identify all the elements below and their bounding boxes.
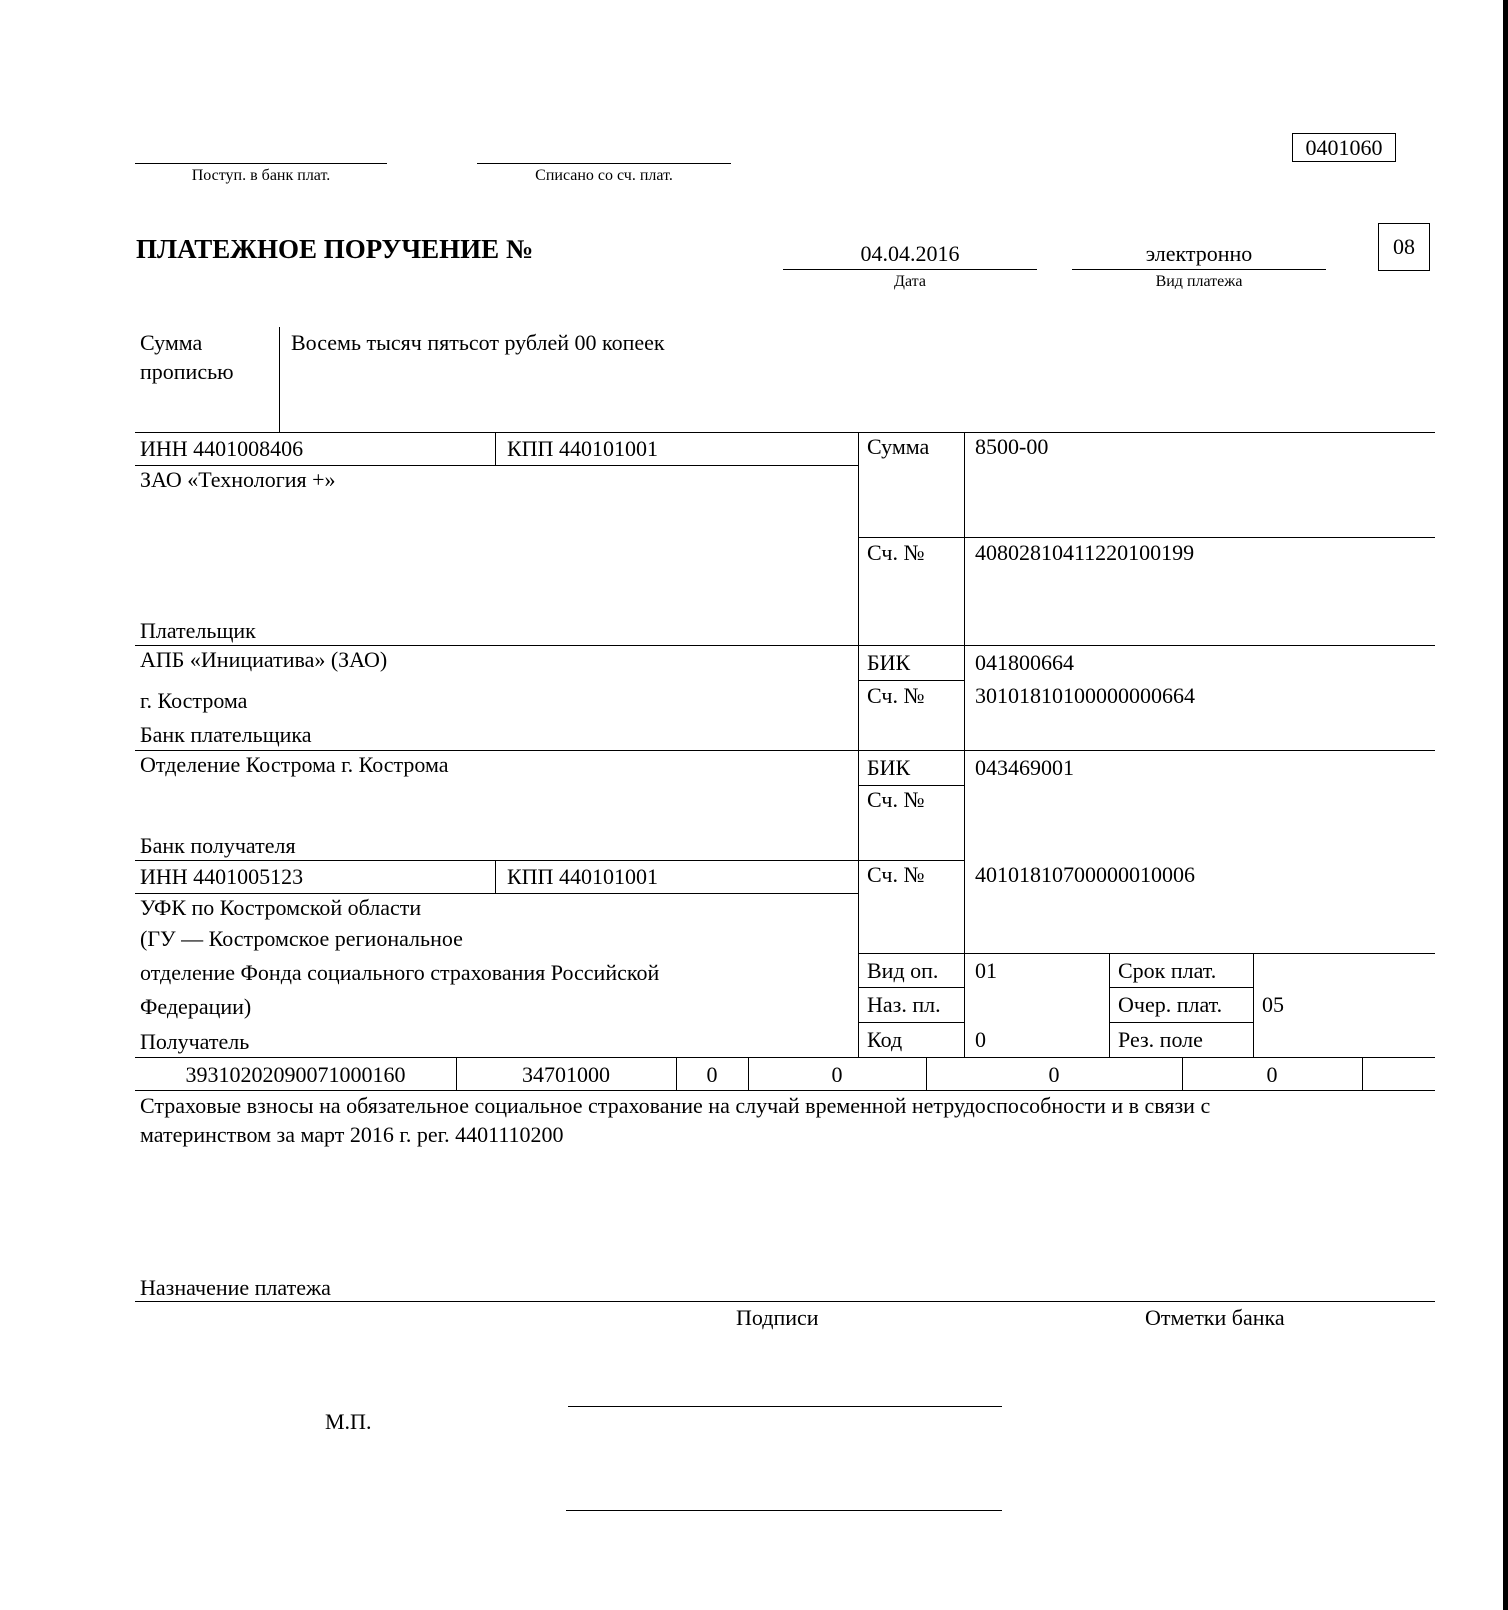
grid-line xyxy=(135,750,1435,751)
date-line xyxy=(783,269,1037,270)
payee-name-line[interactable]: Федерации) xyxy=(140,994,252,1019)
document-title: ПЛАТЕЖНОЕ ПОРУЧЕНИЕ № xyxy=(136,234,534,264)
status-code-box xyxy=(1378,223,1430,271)
due-label: Срок плат. xyxy=(1118,958,1217,983)
date-label: Дата xyxy=(894,273,926,290)
payee-bank-bik-label: БИК xyxy=(867,755,911,780)
payee-name-line[interactable]: УФК по Костромской области xyxy=(140,895,422,920)
tax-field-period[interactable]: 0 xyxy=(831,1062,843,1087)
grid-line xyxy=(135,1090,1435,1091)
received-label: Поступ. в банк плат. xyxy=(191,167,331,184)
grid-line xyxy=(135,645,1435,646)
amount-words-label-1: Сумма xyxy=(140,330,203,355)
purpose-label: Назначение платежа xyxy=(140,1275,331,1300)
tax-field-doc-date[interactable]: 0 xyxy=(1266,1062,1278,1087)
payer-inn[interactable]: ИНН 4401008406 xyxy=(140,436,304,461)
form-code: 0401060 xyxy=(1305,135,1383,160)
tax-field-basis[interactable]: 0 xyxy=(706,1062,718,1087)
payer-account-label: Сч. № xyxy=(867,540,925,565)
payee-name-line[interactable]: (ГУ — Костромское региональное xyxy=(140,926,463,951)
grid-line xyxy=(135,893,858,894)
grid-line xyxy=(964,432,965,1057)
purpose-line-1[interactable]: Страховые взносы на обязательное социальное страхование на случай временной нетрудоспособности и в связи с xyxy=(140,1093,1211,1118)
tax-field-oktmo[interactable]: 34701000 xyxy=(522,1062,610,1087)
grid-line xyxy=(1109,953,1110,1057)
payment-type-value[interactable]: электронно xyxy=(1145,241,1253,266)
grid-line xyxy=(858,680,964,681)
received-line xyxy=(135,163,387,164)
grid-line xyxy=(858,953,1435,954)
signature-line-2[interactable] xyxy=(566,1510,1002,1511)
grid-line xyxy=(1109,987,1253,988)
payer-bank-account-label: Сч. № xyxy=(867,683,925,708)
grid-line xyxy=(135,465,858,466)
op-type-label: Вид оп. xyxy=(867,958,939,983)
priority-label: Очер. плат. xyxy=(1118,992,1223,1017)
debited-line xyxy=(477,163,731,164)
payee-inn[interactable]: ИНН 4401005123 xyxy=(140,864,304,889)
grid-line xyxy=(1362,1057,1363,1090)
payee-bank-name[interactable]: Отделение Кострома г. Кострома xyxy=(140,752,449,777)
payee-bank-bik-value[interactable]: 043469001 xyxy=(975,755,1074,780)
payee-bank-label: Банк получателя xyxy=(140,833,296,858)
bank-marks-label: Отметки банка xyxy=(1145,1305,1285,1330)
stamp-label: М.П. xyxy=(325,1409,372,1434)
code-label: Код xyxy=(867,1027,903,1052)
payee-name-line[interactable]: отделение Фонда социального страхования Российской xyxy=(140,960,660,985)
grid-line xyxy=(135,860,964,861)
form-code-box xyxy=(1292,133,1396,162)
grid-line xyxy=(858,987,964,988)
grid-line xyxy=(1109,1022,1253,1023)
tax-field-doc-number[interactable]: 0 xyxy=(1048,1062,1060,1087)
reserved-label: Рез. поле xyxy=(1118,1027,1203,1052)
signature-line-1[interactable] xyxy=(568,1406,1002,1407)
purpose-code-label: Наз. пл. xyxy=(867,992,941,1017)
payee-kpp[interactable]: КПП 440101001 xyxy=(507,864,658,889)
tax-field-kbk[interactable]: 39310202090071000160 xyxy=(185,1062,406,1087)
grid-line xyxy=(858,432,859,1057)
grid-line xyxy=(135,1301,1435,1302)
priority-value[interactable]: 05 xyxy=(1262,992,1284,1017)
date-value[interactable]: 04.04.2016 xyxy=(860,241,960,266)
status-code: 08 xyxy=(1393,234,1415,259)
payer-kpp[interactable]: КПП 440101001 xyxy=(507,436,658,461)
grid-line xyxy=(858,785,964,786)
payer-bank-bik-label: БИК xyxy=(867,650,911,675)
payer-bank-label: Банк плательщика xyxy=(140,722,312,747)
payer-bank-bik-value[interactable]: 041800664 xyxy=(975,650,1074,675)
payment-type-label: Вид платежа xyxy=(1155,273,1243,290)
payer-bank-city[interactable]: г. Кострома xyxy=(140,688,248,713)
grid-line xyxy=(858,1022,964,1023)
grid-line xyxy=(858,537,1435,538)
grid-line xyxy=(495,432,496,465)
amount-words-divider xyxy=(279,327,280,432)
payee-account-value[interactable]: 40101810700000010006 xyxy=(975,862,1195,887)
amount-words-label-2: прописью xyxy=(140,359,234,384)
payee-bank-account-label: Сч. № xyxy=(867,787,925,812)
payer-name[interactable]: ЗАО «Технология +» xyxy=(140,467,336,492)
page-edge-bar xyxy=(1503,0,1508,1610)
debited-label: Списано со сч. плат. xyxy=(535,167,673,184)
amount-value[interactable]: 8500-00 xyxy=(975,434,1049,459)
payer-label: Плательщик xyxy=(140,618,256,643)
purpose-line-2[interactable]: материнством за март 2016 г. рег. 4401110200 xyxy=(140,1122,564,1147)
payment-type-line xyxy=(1072,269,1326,270)
code-value[interactable]: 0 xyxy=(975,1027,986,1052)
grid-line xyxy=(495,860,496,893)
amount-words-value[interactable]: Восемь тысяч пятьсот рублей 00 копеек xyxy=(291,330,665,355)
grid-line xyxy=(135,1057,1435,1058)
op-type-value[interactable]: 01 xyxy=(975,958,997,983)
grid-line xyxy=(1253,953,1254,1057)
payee-account-label: Сч. № xyxy=(867,862,925,887)
payer-account-value[interactable]: 40802810411220100199 xyxy=(975,540,1195,565)
amount-label: Сумма xyxy=(867,434,930,459)
payee-label: Получатель xyxy=(140,1029,250,1054)
payer-bank-name[interactable]: АПБ «Инициатива» (ЗАО) xyxy=(140,647,388,672)
payer-bank-account-value[interactable]: 30101810100000000664 xyxy=(975,683,1195,708)
grid-line xyxy=(135,432,1435,433)
signatures-label: Подписи xyxy=(736,1305,819,1330)
